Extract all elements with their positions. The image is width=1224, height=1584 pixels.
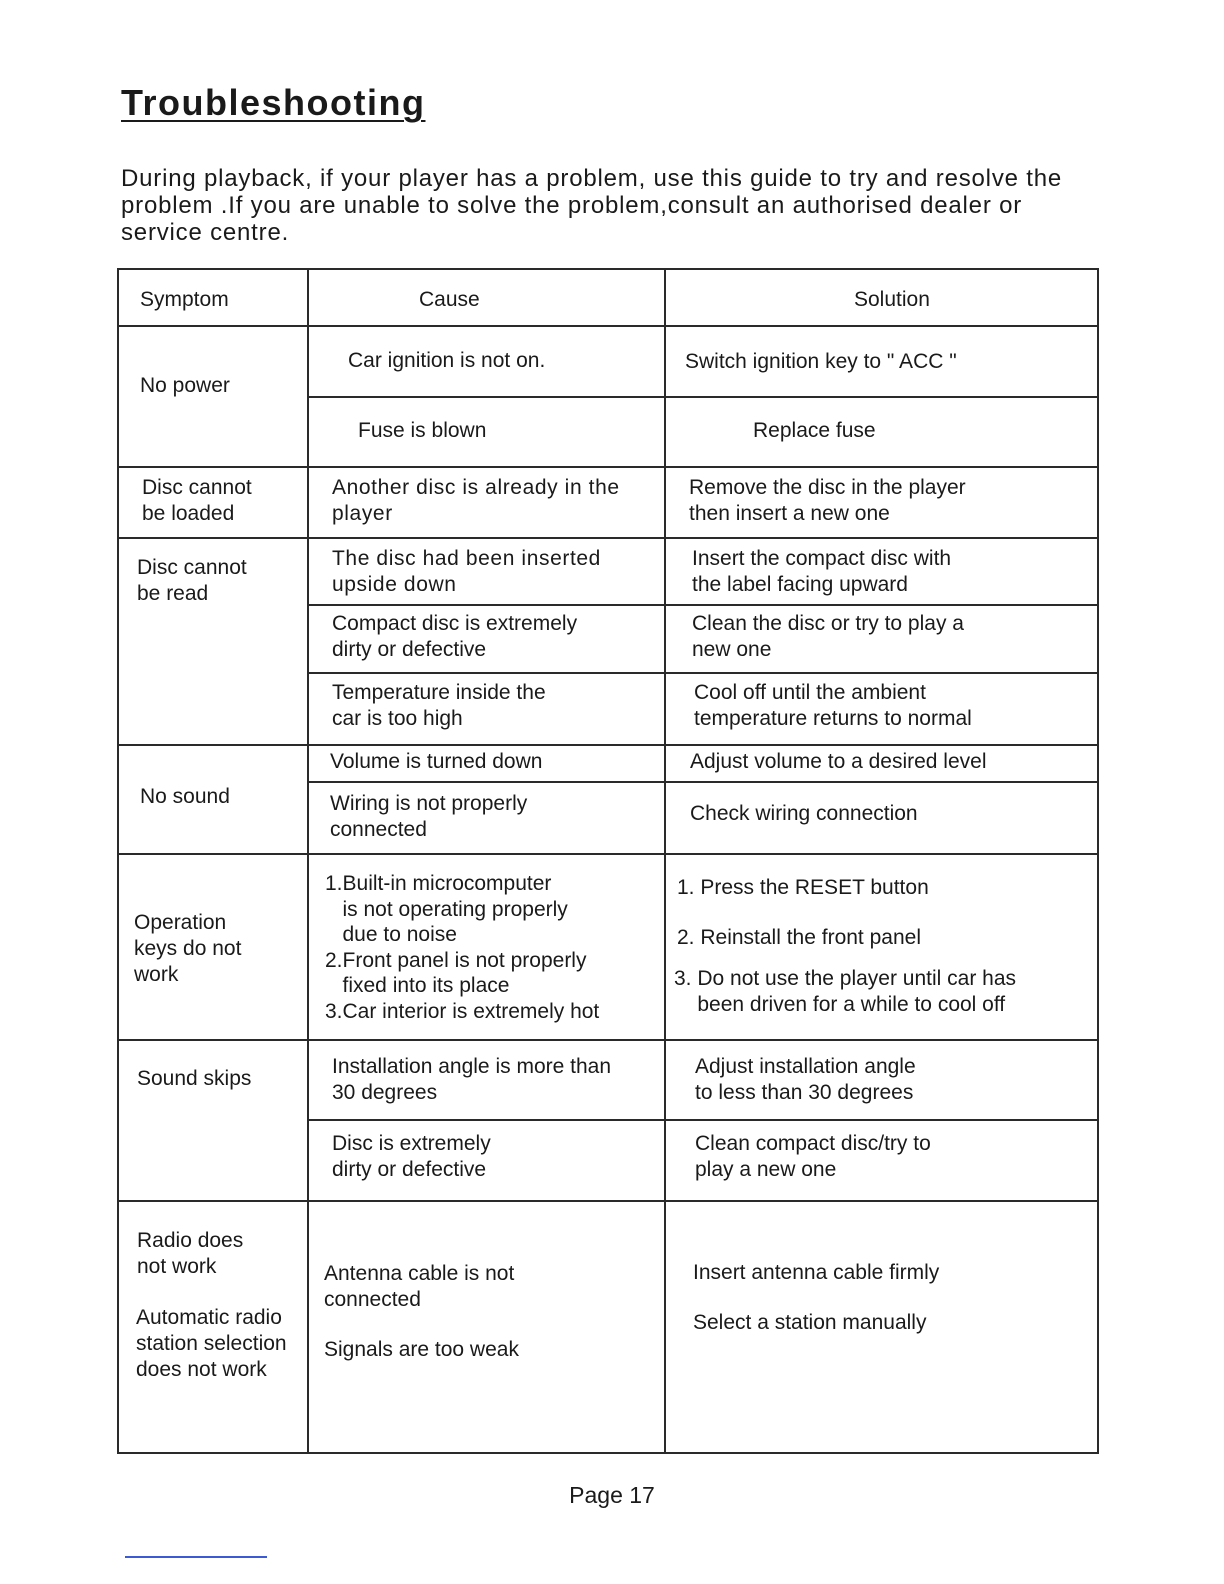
cause-cell [308,1201,665,1453]
cause-cell [308,745,665,782]
cause-cell [308,605,665,673]
table-row [118,326,1098,397]
table-header-row [118,269,1098,326]
header-solution: Solution [854,288,930,311]
solution-cell [665,745,1098,782]
cause-text: Another disc is already in the player [332,476,620,525]
symptom-text: No sound [140,785,230,808]
symptom-cell [118,1040,308,1201]
symptom-cell [118,326,308,467]
symptom-text: Operation keys do not work [134,911,242,986]
solution-cell [665,605,1098,673]
cause-cell [308,326,665,397]
solution-text: Insert the compact disc with the label facing upward [692,547,952,596]
symptom-text: Automatic radio station selection does not work [136,1306,287,1381]
cause-text: Compact disc is extremely dirty or defective [332,612,578,661]
solution-text: Select a station manually [693,1311,927,1334]
cause-text: Wiring is not properly connected [330,792,528,841]
table-row [118,467,1098,538]
cause-text: 1.Built-in microcomputer is not operating properly due to noise 2.Front panel is not properly fixed into its place 3.Car interior is extremely hot [325,872,600,1023]
cause-text: Car ignition is not on. [348,349,546,372]
symptom-cell [118,538,308,745]
header-cell [665,269,1098,326]
solution-text: Check wiring connection [690,802,918,825]
symptom-cell [118,467,308,538]
page-number: Page 17 [569,1482,655,1508]
header-cell [308,269,665,326]
table-row [118,745,1098,782]
solution-cell [665,1120,1098,1201]
solution-cell [665,673,1098,745]
cause-cell [308,538,665,605]
cause-text: The disc had been inserted upside down [332,547,601,596]
cause-text: Fuse is blown [358,419,487,442]
header-cause: Cause [419,288,480,311]
solution-text: Clean compact disc/try to play a new one [695,1132,931,1181]
solution-text: Insert antenna cable firmly [693,1261,940,1284]
solution-cell [665,782,1098,854]
cause-text: Temperature inside the car is too high [332,681,546,730]
cause-text: Signals are too weak [324,1338,519,1361]
cause-cell [308,1040,665,1120]
footer-rule [125,1556,267,1558]
cause-cell [308,782,665,854]
solution-cell [665,1040,1098,1120]
solution-text: 2. Reinstall the front panel [677,926,921,949]
page-title: Troubleshooting [121,82,426,123]
solution-cell [665,1201,1098,1453]
symptom-text: Disc cannot be loaded [142,476,252,525]
solution-text: Replace fuse [753,419,876,442]
troubleshooting-table [117,268,1099,1454]
solution-text: Adjust installation angle to less than 30 degrees [695,1055,916,1104]
table-row [118,1040,1098,1120]
cause-cell [308,854,665,1040]
cause-text: Installation angle is more than 30 degrees [332,1055,611,1104]
symptom-cell [118,745,308,854]
header-symptom: Symptom [140,288,229,311]
symptom-text: Sound skips [137,1067,252,1090]
symptom-text: No power [140,374,230,397]
solution-text: Cool off until the ambient temperature returns to normal [694,681,972,730]
solution-text: Remove the disc in the player then insert a new one [689,476,966,525]
cause-cell [308,467,665,538]
table-row [118,1201,1098,1453]
solution-text: 3. Do not use the player until car has been driven for a while to cool off [674,967,1017,1016]
symptom-text: Radio does not work [137,1229,244,1278]
solution-text: Clean the disc or try to play a new one [692,612,964,661]
solution-text: Switch ignition key to " ACC " [685,350,957,373]
table-row [118,854,1098,1040]
cause-cell [308,397,665,467]
header-cell [118,269,308,326]
cause-cell [308,673,665,745]
cause-text: Disc is extremely dirty or defective [332,1132,491,1181]
symptom-cell [118,1201,308,1453]
cause-text: Volume is turned down [330,750,543,773]
solution-cell [665,397,1098,467]
solution-text: 1. Press the RESET button [677,876,929,899]
cause-text: Antenna cable is not connected [324,1262,515,1311]
solution-cell [665,326,1098,397]
solution-text: Adjust volume to a desired level [690,750,987,773]
solution-cell [665,854,1098,1040]
intro-paragraph: During playback, if your player has a problem, use this guide to try and resolve the problem .If you are unable to solve the problem,consult an authorised dealer or service centre. [121,165,1062,246]
table-row [118,538,1098,605]
solution-cell [665,538,1098,605]
solution-cell [665,467,1098,538]
symptom-cell [118,854,308,1040]
cause-cell [308,1120,665,1201]
symptom-text: Disc cannot be read [137,556,247,605]
